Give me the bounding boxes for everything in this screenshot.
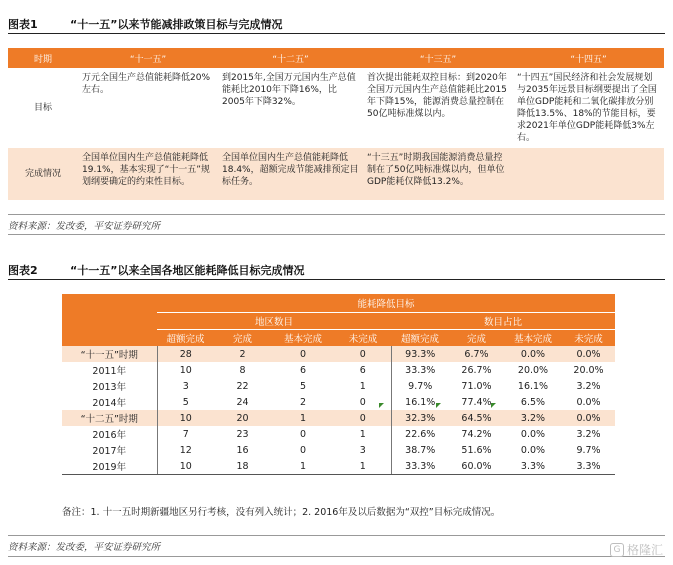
table-cell: 10	[157, 458, 214, 475]
figure1-source: 资料来源：发改委，平安证券研究所	[8, 221, 161, 232]
row-label: 完成情况	[8, 148, 78, 200]
table-cell: 16.1%	[517, 380, 549, 392]
table-cell: 16.1%	[391, 394, 449, 410]
table-row	[62, 394, 615, 410]
table-cell: 38.7%	[391, 442, 449, 458]
table-cell: 1	[271, 410, 335, 426]
figure1-source-rule	[8, 234, 665, 235]
watermark-logo-icon: G	[610, 543, 624, 557]
table-cell: 3.2%	[576, 380, 601, 392]
table-row	[62, 378, 615, 394]
figure2-note: 备注：1. 十一五时期新疆地区另行考核，没有列入统计；2. 2016年及以后数据为“双控”目标完成情况。	[62, 507, 501, 518]
table1-header: 时期	[8, 48, 78, 68]
table-cell: 16	[236, 444, 249, 456]
watermark	[610, 541, 663, 558]
sub-header: 完成	[449, 330, 504, 347]
table-cell: 33.3%	[391, 458, 449, 475]
figure1-bottom-rule	[8, 214, 665, 215]
period-label: 2013年	[92, 382, 127, 393]
period-label: 2011年	[92, 366, 127, 377]
table-cell: 26.7%	[461, 364, 492, 376]
table1-header: “十一五”	[78, 48, 218, 68]
table-cell: 28	[157, 346, 214, 362]
table-cell: 7	[157, 426, 214, 442]
table-cell: 71.0%	[461, 380, 492, 392]
table-cell: 60.0%	[449, 458, 504, 475]
period-header-blank	[62, 294, 157, 346]
figure1-number: 图表1	[8, 18, 38, 31]
watermark-text: 格隆汇	[626, 543, 663, 557]
figure1-title-text: “十一五”以来节能减排政策目标与完成情况	[70, 18, 283, 31]
table-cell: 万元全国生产总值能耗降低20%左右。	[82, 73, 211, 95]
figure2-source-rule	[8, 556, 665, 557]
figure1-top-rule	[8, 33, 665, 34]
table-cell	[513, 148, 664, 200]
sub-header: 超额完成	[391, 330, 449, 347]
table-row	[62, 458, 615, 475]
figure1-title	[8, 16, 282, 32]
table-cell: 5	[299, 380, 307, 392]
table-cell: 0.0%	[504, 346, 562, 362]
top-header: 能耗降低目标	[157, 294, 615, 313]
table-cell: 2	[214, 346, 271, 362]
figure2-bottom-rule	[8, 535, 665, 536]
table-row	[62, 442, 615, 458]
table-cell: 10	[157, 410, 214, 426]
table-cell: 0.0%	[562, 346, 615, 362]
table-cell: “十三五”时期我国能源消费总量控制在了50亿吨标准煤以内，但单位GDP能耗仅降低13.2%。	[363, 148, 513, 200]
cell-marker-icon	[436, 403, 441, 408]
table-cell: 3.3%	[562, 458, 615, 475]
sub-header: 未完成	[335, 330, 391, 347]
table1-row-completion	[8, 148, 664, 200]
table-row	[62, 362, 615, 378]
table-cell: 3	[157, 378, 214, 394]
table-cell: 77.4%	[461, 396, 492, 408]
table-cell: 3.2%	[576, 428, 601, 440]
figure2-number: 图表2	[8, 264, 38, 277]
table-cell: 9.7%	[391, 378, 449, 394]
table-row	[62, 346, 615, 362]
table-cell: 6.5%	[520, 396, 546, 408]
table-cell: 首次提出能耗双控目标：到2020年全国万元国内生产总值能耗比2015年下降15%，能源消费总量控制在50亿吨标准煤以内。	[367, 73, 507, 119]
table-cell: 3.3%	[504, 458, 562, 475]
table1-header: “十三五”	[363, 48, 513, 68]
table-cell: 3.2%	[504, 410, 562, 426]
table-cell: 64.5%	[449, 410, 504, 426]
table-cell: 93.3%	[391, 346, 449, 362]
table-cell: 20.0%	[573, 364, 604, 376]
period-label: 2014年	[92, 398, 127, 409]
table-cell: 1	[359, 380, 366, 392]
table-cell: 74.2%	[461, 428, 492, 440]
table-cell: 6	[359, 364, 366, 376]
figure2-title	[8, 262, 304, 278]
table-cell: 22.6%	[391, 426, 449, 442]
table-cell: 32.3%	[391, 410, 449, 426]
table-cell: 23	[236, 428, 249, 440]
period-label: “十二五”时期	[62, 410, 157, 426]
table-cell: 0.0%	[576, 396, 601, 408]
table1-row-target	[8, 68, 664, 148]
sub-header: 超额完成	[157, 330, 214, 347]
period-label: 2019年	[62, 458, 157, 475]
cell-marker-icon	[491, 403, 496, 408]
table-cell: 6	[299, 364, 307, 376]
figure2-source: 资料来源：发改委，平安证券研究所	[8, 542, 161, 553]
group-header: 数目占比	[391, 313, 615, 330]
period-label: “十一五”时期	[62, 346, 157, 362]
table-cell: 2	[299, 396, 307, 408]
table-cell: 51.6%	[461, 444, 492, 456]
table-cell: 全国单位国内生产总值能耗降低18.4%，超额完成节能减排预定目标任务。	[218, 148, 363, 200]
figure2-top-rule	[8, 279, 665, 280]
table-cell: 24	[236, 396, 249, 408]
table-cell: 8	[239, 364, 246, 376]
regional-completion-table	[62, 294, 615, 475]
table-cell: “十四五”国民经济和社会发展规划与2035年远景目标纲要提出了全国单位GDP能耗和二氧化碳排放分别降低13.5%、18%的节能目标，要求2021年单位GDP能耗降低3%左右。	[517, 73, 657, 143]
table-cell: 0	[335, 410, 391, 426]
table-cell: 1	[359, 428, 366, 440]
period-label: 2017年	[92, 446, 127, 457]
sub-header: 完成	[214, 330, 271, 347]
table1-header-row	[8, 48, 664, 68]
table-row	[62, 426, 615, 442]
table-cell: 5	[157, 394, 214, 410]
table-cell: 0	[299, 428, 307, 440]
table-cell: 0	[335, 346, 391, 362]
table-row	[62, 410, 615, 426]
table-cell: 0.0%	[562, 410, 615, 426]
table-cell: 12	[157, 442, 214, 458]
table-cell: 6.7%	[449, 346, 504, 362]
table-cell: 3	[359, 444, 366, 456]
sub-header: 基本完成	[504, 330, 562, 347]
period-label: 2016年	[92, 430, 127, 441]
table-cell: 20	[214, 410, 271, 426]
figure2-title-text: “十一五”以来全国各地区能耗降低目标完成情况	[70, 264, 305, 277]
table-cell: 20.0%	[517, 364, 549, 376]
table-cell: 1	[271, 458, 335, 475]
policy-targets-table	[8, 48, 664, 200]
sub-header: 未完成	[562, 330, 615, 347]
table-cell: 22	[236, 380, 249, 392]
table1-header: “十四五”	[513, 48, 664, 68]
table-cell: 10	[157, 362, 214, 378]
table-cell: 0.0%	[520, 428, 546, 440]
sub-header: 基本完成	[271, 330, 335, 347]
table-cell: 0.0%	[520, 444, 546, 456]
table1-header: “十二五”	[218, 48, 363, 68]
group-header: 地区数目	[157, 313, 391, 330]
table-cell: 0	[271, 346, 335, 362]
table-cell: 到2015年,全国万元国内生产总值能耗比2010年下降16%，比2005年下降32%。	[222, 73, 356, 107]
table-cell: 18	[214, 458, 271, 475]
table-cell: 0	[299, 444, 307, 456]
cell-marker-icon	[379, 403, 384, 408]
table-cell: 1	[335, 458, 391, 475]
table-cell: 全国单位国内生产总值能耗降低19.1%，基本实现了“十一五”规划纲要确定的约束性目标。	[78, 148, 218, 200]
table-cell: 33.3%	[391, 362, 449, 378]
table-cell: 9.7%	[576, 444, 601, 456]
table-cell: 0	[359, 396, 366, 408]
row-label: 目标	[33, 103, 52, 113]
